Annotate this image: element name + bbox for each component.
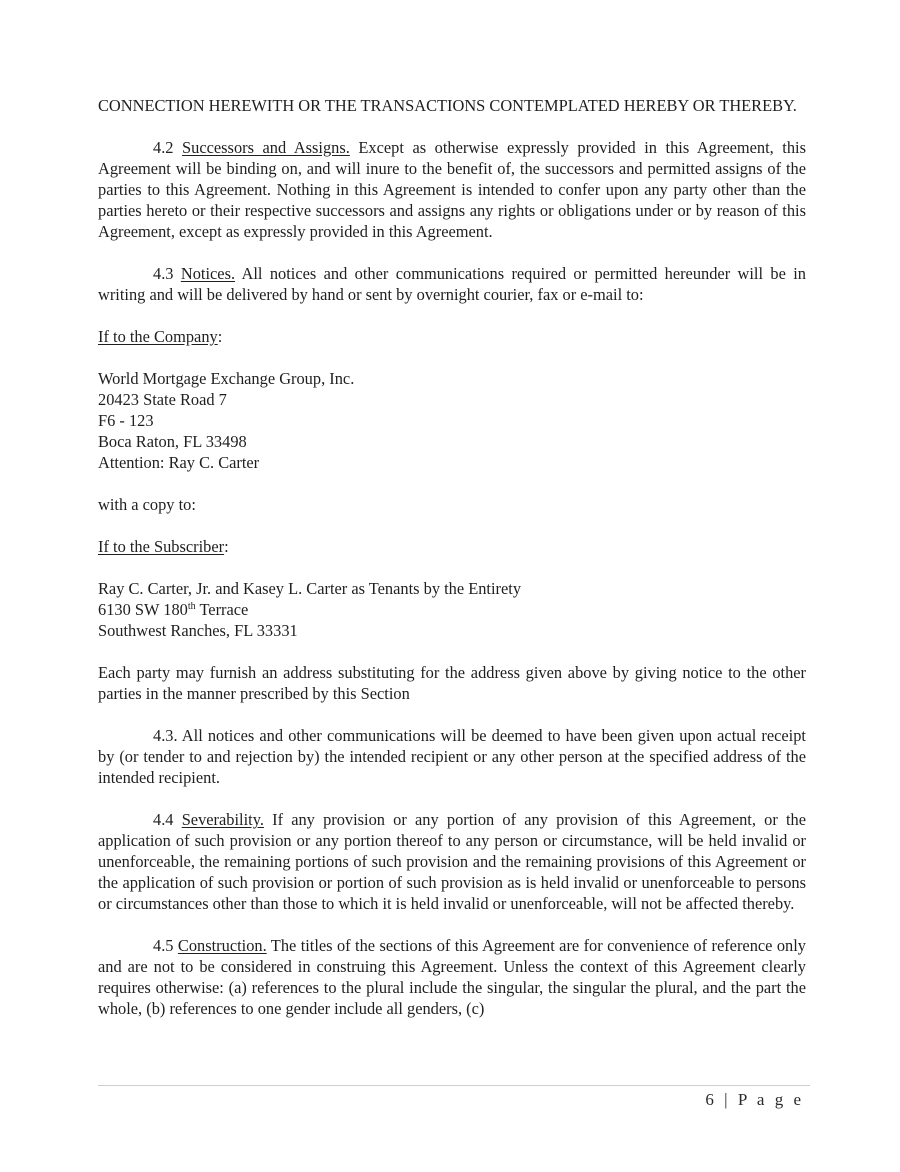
subscriber-heading: If to the Subscriber: [98,537,229,556]
address-line: F6 - 123 [98,411,154,430]
footer-divider [98,1085,810,1086]
address-line: Attention: Ray C. Carter [98,453,260,472]
copy-to-line: with a copy to: [98,495,196,514]
section-4-3-receipt: 4.3. All notices and other communications will be deemed to have been given upon actual receipt by (or tender to and rejection by) the intended recipient or any other person at the specified address of the intended recipient. [98,726,806,787]
company-address [98,368,806,473]
section-body: All notices and other communications required or permitted hereunder will be in writing and will be delivered by hand or sent by overnight courier, fax or e-mail to: [98,264,806,304]
subscriber-address [98,578,806,641]
address-line: World Mortgage Exchange Group, Inc. [98,369,355,388]
section-number: 4.2 [153,138,183,157]
section-number: 4.3 [153,264,181,283]
section-title: Severability. [181,810,264,829]
section-4-4 [98,809,806,914]
address-line: Southwest Ranches, FL 33331 [98,621,298,640]
section-body: Except as otherwise expressly provided in this Agreement, this Agreement will be binding on, and will inure to the benefit of, the successors and permitted assigns of the parties to this Agreement. Nothing in this Agreement is intended to confer upon any party other than the parties hereto or their respective successors and assigns any rights or obligations under or by reason of this Agreement, except as expressly provided in this Agreement. [98,138,806,241]
section-body: If any provision or any portion of any provision of this Agreement, or the application of such provision or any portion thereof to any person or circumstance, will be held invalid or unenforceable, the remaining portions of such provision and the remaining provisions of this Agreement or the application of such provision or portion of such provision as is held invalid or unenforceable to persons or circumstances other than those to which it is held invalid or unenforceable, will not be affected thereby. [98,810,807,913]
section-title: Notices. [180,264,236,283]
section-number: 4.4 [153,810,182,829]
section-title: Successors and Assigns. [182,138,350,157]
address-line: 6130 SW 180th Terrace [98,600,249,619]
page-number: 6 | P a g e [705,1090,804,1109]
section-title: Construction. [177,936,267,955]
company-heading: If to the Company: [98,327,223,346]
continuation-text: CONNECTION HEREWITH OR THE TRANSACTIONS CONTEMPLATED HEREBY OR THEREBY. [98,96,797,115]
section-body: The titles of the sections of this Agreement are for convenience of reference only and are not to be considered in construing this Agreement. Unless the context of this Agreement clearly requires otherwise: (a) references to the plural include the singular, the singular the plural, and the part the whole, (b) references to one gender include all genders, (c) [98,936,806,1018]
substitute-address-paragraph: Each party may furnish an address substituting for the address given above by giving notice to the other parties in the manner prescribed by this Section [98,663,806,703]
section-number: 4.5 [153,936,178,955]
section-4-3 [98,263,806,305]
document-body [98,95,806,1019]
address-line: Boca Raton, FL 33498 [98,432,247,451]
section-4-5 [98,935,806,1019]
address-line: 20423 State Road 7 [98,390,227,409]
address-line: Ray C. Carter, Jr. and Kasey L. Carter as Tenants by the Entirety [98,579,522,598]
section-4-2 [98,137,806,242]
